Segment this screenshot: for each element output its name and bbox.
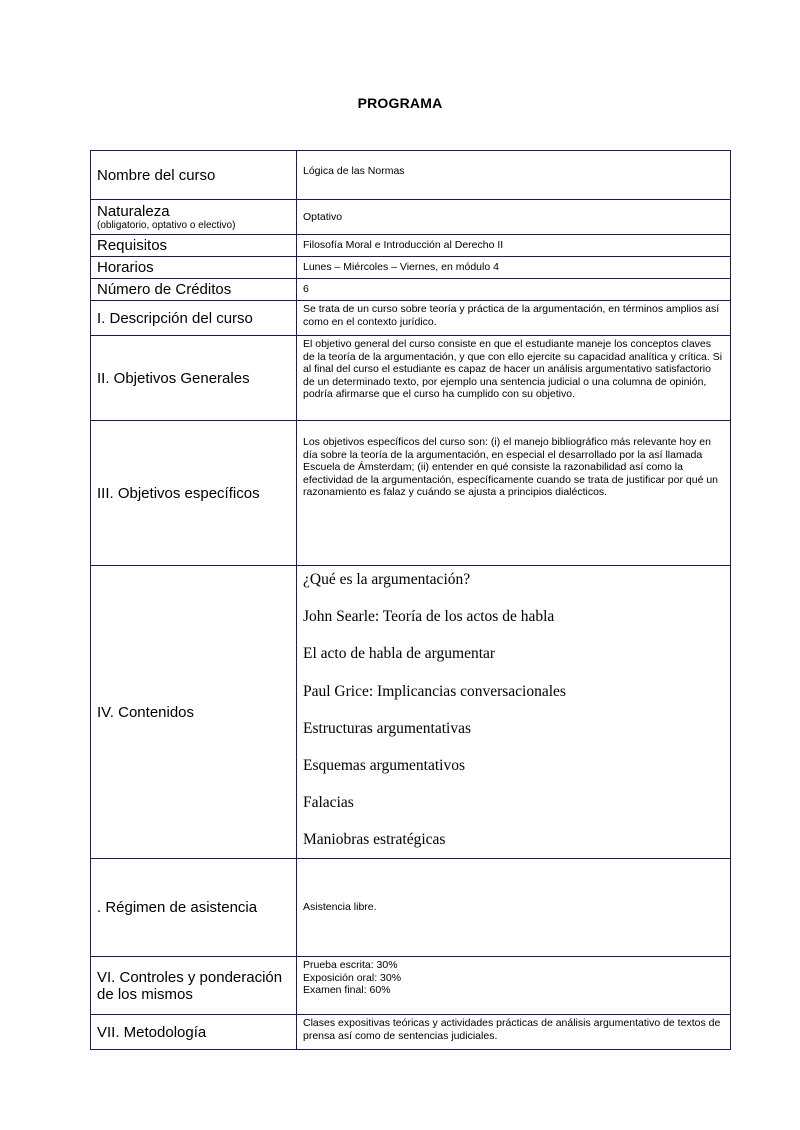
label-naturaleza-cell	[91, 200, 297, 235]
label-obj-especificos: III. Objetivos específicos	[91, 421, 297, 566]
list-item: John Searle: Teoría de los actos de habla	[303, 608, 555, 626]
list-item: Estructuras argumentativas	[303, 719, 472, 737]
row-creditos	[91, 279, 731, 301]
value-creditos: 6	[297, 279, 731, 301]
row-obj-generales	[91, 336, 731, 421]
row-metodologia	[91, 1015, 731, 1050]
label-horarios: Horarios	[91, 257, 297, 279]
value-asistencia: Asistencia libre.	[297, 859, 731, 957]
label-nombre: Nombre del curso	[91, 151, 297, 200]
list-item: Paul Grice: Implicancias conversacionales	[303, 682, 566, 700]
row-horarios	[91, 257, 731, 279]
list-item: ¿Qué es la argumentación?	[303, 571, 471, 588]
controls-list	[303, 959, 724, 997]
value-requisitos: Filosofía Moral e Introducción al Derecho II	[297, 235, 731, 257]
row-asistencia	[91, 859, 731, 957]
value-obj-generales: El objetivo general del curso consiste en que el estudiante maneje los conceptos claves de la teoría de la argumentación, y que con ello ejercite su capacidad analítica y crítica. Si al final del curso el estudiante es capaz de hacer un análisis argumentativo satisfactorio de un determinado texto, por ejemplo una sentencia judicial o una columna de opinión, podría afirmarse que el curso ha cumplido con su objetivo.	[297, 336, 731, 421]
row-requisitos	[91, 235, 731, 257]
value-obj-especificos: Los objetivos específicos del curso son: (i) el manejo bibliográfico más relevante hoy en día sobre la teoría de la argumentación, en especial el desarrollado por la así llamada Escuela de Ámsterdam; (ii) entender en qué consiste la razonabilidad así como la efectividad de la argumentación, específicamente cuando se trata de justificar por qué un razonamiento es falaz y cuándo se ajusta a principios dialécticos.	[297, 421, 731, 566]
list-item: Maniobras estratégicas	[303, 831, 446, 849]
value-metodologia: Clases expositivas teóricas y actividades prácticas de análisis argumentativo de textos de prensa así como de sentencias judiciales.	[297, 1015, 731, 1050]
label-requisitos: Requisitos	[91, 235, 297, 257]
label-contenidos: IV. Contenidos	[91, 566, 297, 859]
list-item: Examen final: 60%	[303, 984, 391, 996]
value-contenidos	[297, 566, 731, 859]
row-controles	[91, 957, 731, 1015]
label-controles: VI. Controles y ponderación de los mismos	[91, 957, 297, 1015]
label-descripcion: I. Descripción del curso	[91, 301, 297, 336]
list-item: Esquemas argumentativos	[303, 756, 466, 774]
value-naturaleza: Optativo	[297, 200, 731, 235]
list-item: Falacias	[303, 794, 354, 812]
row-contenidos	[91, 566, 731, 859]
page-title: PROGRAMA	[357, 95, 443, 111]
label-naturaleza: Naturaleza	[97, 203, 170, 220]
row-obj-especificos	[91, 421, 731, 566]
list-item: Exposición oral: 30%	[303, 971, 402, 984]
row-descripcion	[91, 301, 731, 336]
label-naturaleza-sub: (obligatorio, optativo o electivo)	[97, 220, 236, 231]
list-item: Prueba escrita: 30%	[303, 959, 398, 971]
value-controles	[297, 957, 731, 1015]
label-metodologia: VII. Metodología	[91, 1015, 297, 1050]
contents-list	[303, 570, 724, 852]
value-nombre: Lógica de las Normas	[297, 151, 731, 200]
value-descripcion: Se trata de un curso sobre teoría y práctica de la argumentación, en términos amplios así como en el contexto jurídico.	[297, 301, 731, 336]
value-horarios: Lunes – Miércoles – Viernes, en módulo 4	[297, 257, 731, 279]
program-table	[90, 150, 731, 1050]
row-nombre	[91, 151, 731, 200]
label-obj-generales: II. Objetivos Generales	[91, 336, 297, 421]
label-asistencia: . Régimen de asistencia	[91, 859, 297, 957]
list-item: El acto de habla de argumentar	[303, 645, 496, 663]
row-naturaleza	[91, 200, 731, 235]
label-creditos: Número de Créditos	[91, 279, 297, 301]
